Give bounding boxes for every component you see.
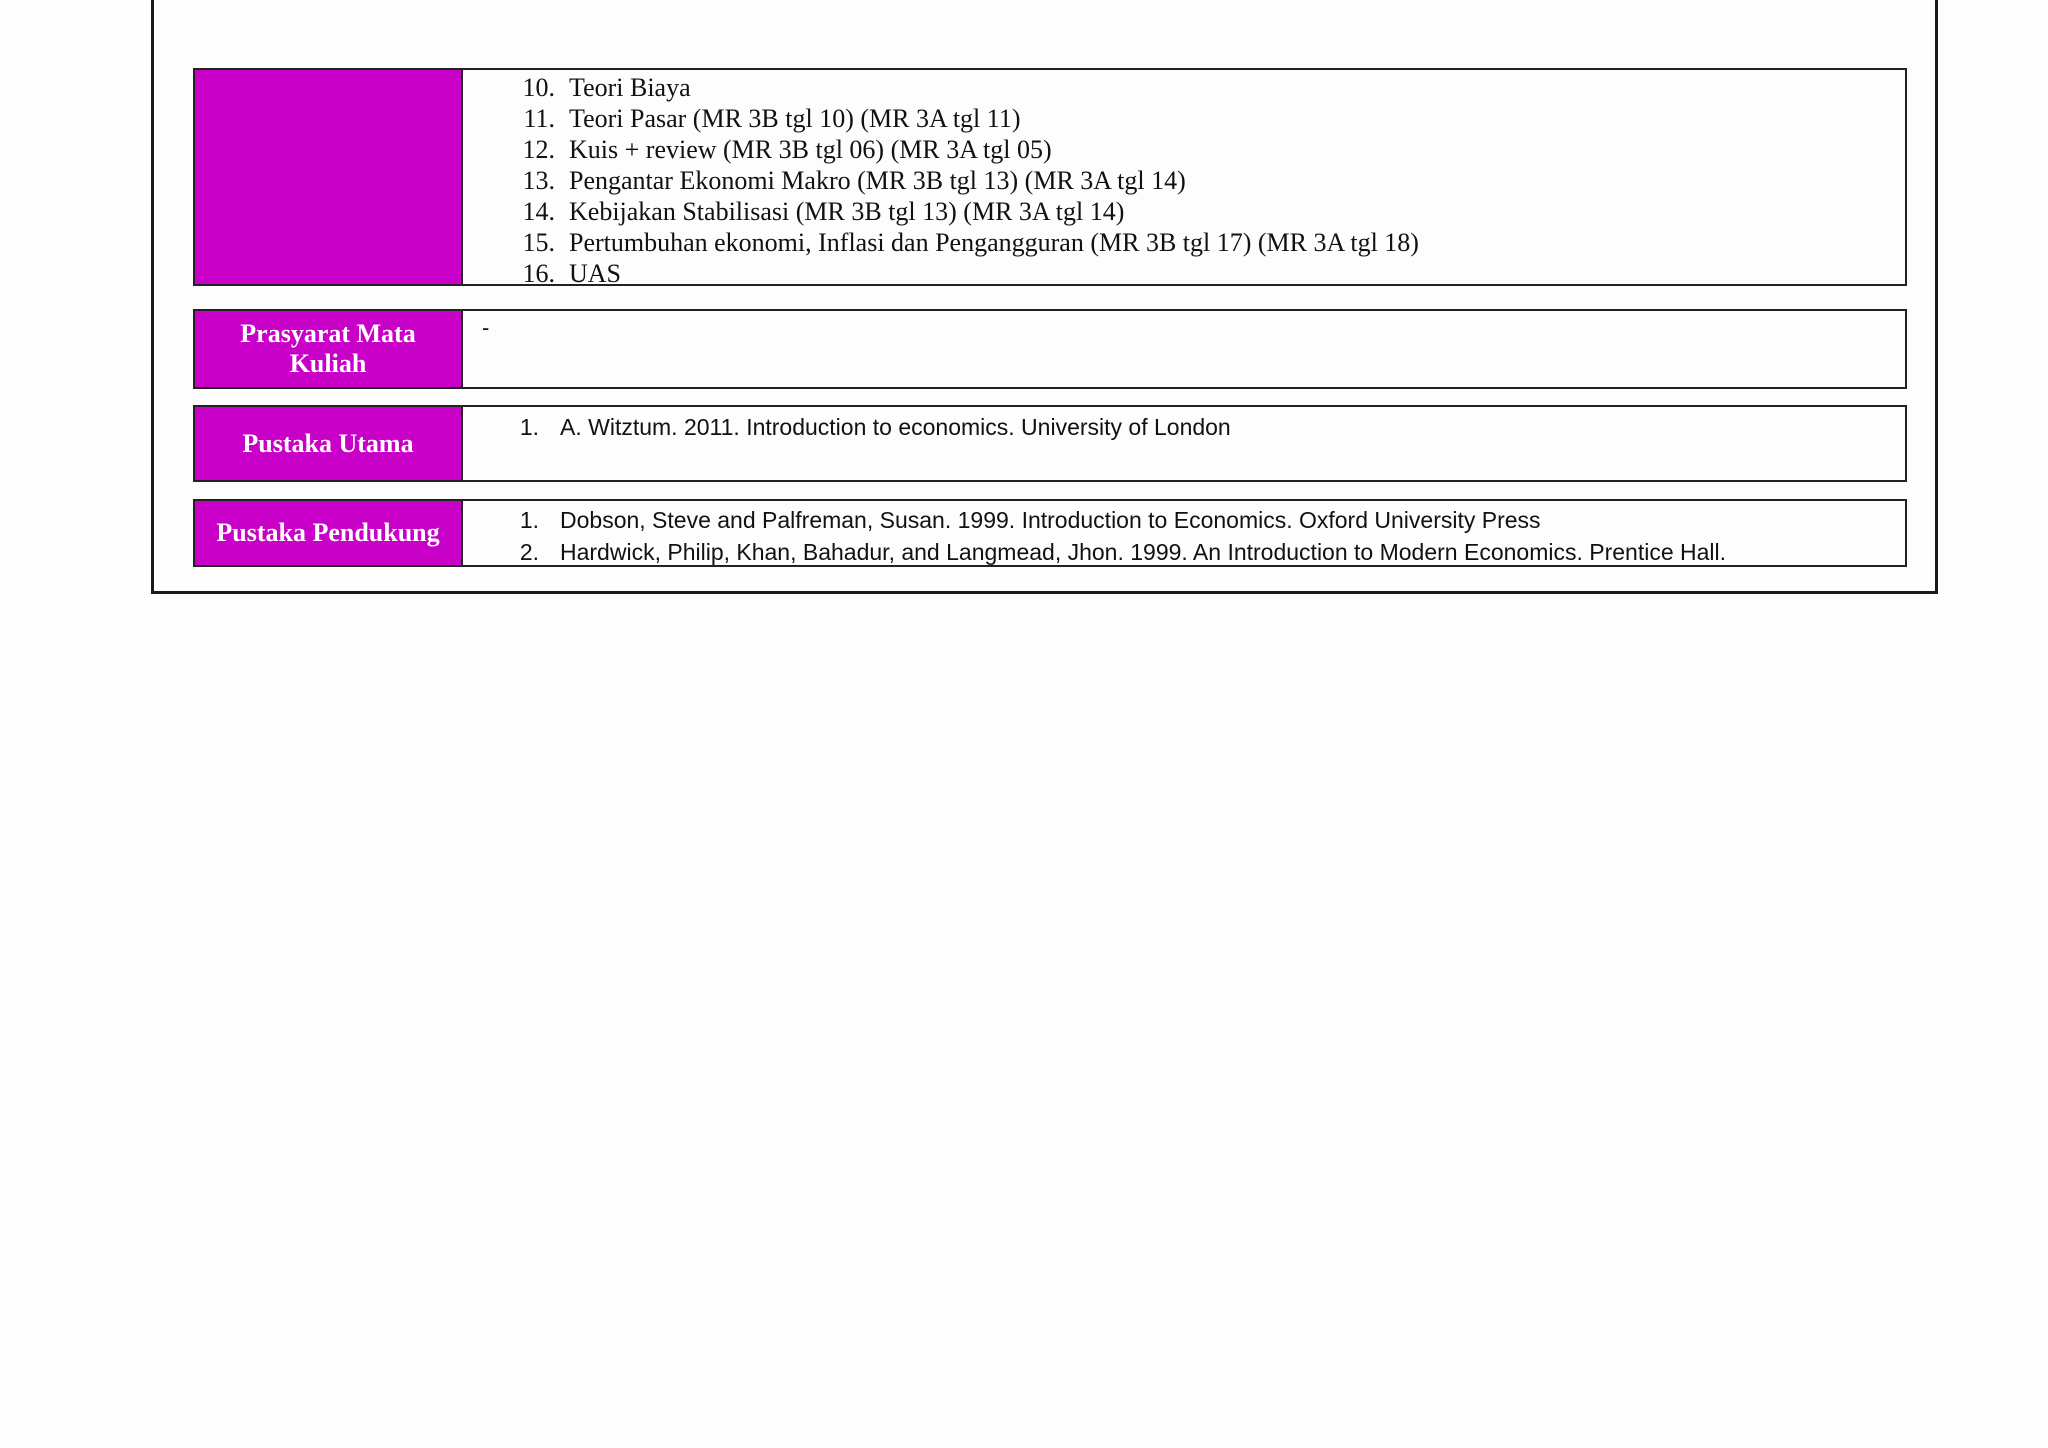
list-item xyxy=(463,411,1905,443)
supporting-library-label: Pustaka Pendukung xyxy=(195,501,463,565)
list-item xyxy=(463,227,1905,258)
item-number: 10. xyxy=(522,73,555,102)
topics-content-cell xyxy=(463,70,1905,288)
topics-section xyxy=(193,68,1907,286)
main-library-section xyxy=(193,405,1907,482)
item-text: Kuis + review (MR 3B tgl 06) (MR 3A tgl 05) xyxy=(569,135,1052,164)
item-number: 12. xyxy=(522,135,555,164)
list-item xyxy=(463,536,1905,568)
item-text: Teori Pasar (MR 3B tgl 10) (MR 3A tgl 11) xyxy=(569,104,1021,133)
supporting-library-content-cell xyxy=(463,501,1905,565)
item-number: 14. xyxy=(522,197,555,226)
list-item xyxy=(463,134,1905,165)
item-text: Teori Biaya xyxy=(569,73,691,102)
item-number: 1. xyxy=(519,414,539,440)
item-number: 15. xyxy=(522,228,555,257)
item-text: UAS xyxy=(569,259,622,288)
item-text: Pertumbuhan ekonomi, Inflasi dan Pengangguran (MR 3B tgl 17) (MR 3A tgl 18) xyxy=(569,228,1419,257)
list-item xyxy=(463,196,1905,227)
list-item xyxy=(463,72,1905,103)
item-text: Hardwick, Philip, Khan, Bahadur, and Langmead, Jhon. 1999. An Introduction to Modern Economics. Prentice Hall. xyxy=(560,539,1727,565)
item-text: Pengantar Ekonomi Makro (MR 3B tgl 13) (MR 3A tgl 14) xyxy=(569,166,1186,195)
prerequisite-content-cell xyxy=(463,311,1905,387)
item-text: Kebijakan Stabilisasi (MR 3B tgl 13) (MR 3A tgl 14) xyxy=(569,197,1125,226)
item-number: 2. xyxy=(519,539,539,565)
list-item xyxy=(463,504,1905,536)
main-library-content-cell xyxy=(463,407,1905,480)
item-number: 11. xyxy=(523,104,555,133)
list-item xyxy=(463,165,1905,196)
list-item xyxy=(463,103,1905,134)
supporting-library-list xyxy=(463,504,1905,568)
prerequisite-value: - xyxy=(482,315,490,340)
item-text: Dobson, Steve and Palfreman, Susan. 1999. Introduction to Economics. Oxford University Press xyxy=(560,507,1541,533)
prerequisite-section xyxy=(193,309,1907,389)
item-number: 16. xyxy=(522,259,555,288)
main-library-label: Pustaka Utama xyxy=(195,407,463,480)
list-item xyxy=(463,258,1905,289)
topics-list xyxy=(463,72,1905,289)
supporting-library-section xyxy=(193,499,1907,567)
prerequisite-label: Prasyarat Mata Kuliah xyxy=(195,311,463,387)
item-number: 13. xyxy=(522,166,555,195)
topics-label-cell xyxy=(195,70,463,284)
main-library-list xyxy=(463,411,1905,443)
item-text: A. Witztum. 2011. Introduction to economics. University of London xyxy=(560,414,1231,440)
item-number: 1. xyxy=(519,507,539,533)
